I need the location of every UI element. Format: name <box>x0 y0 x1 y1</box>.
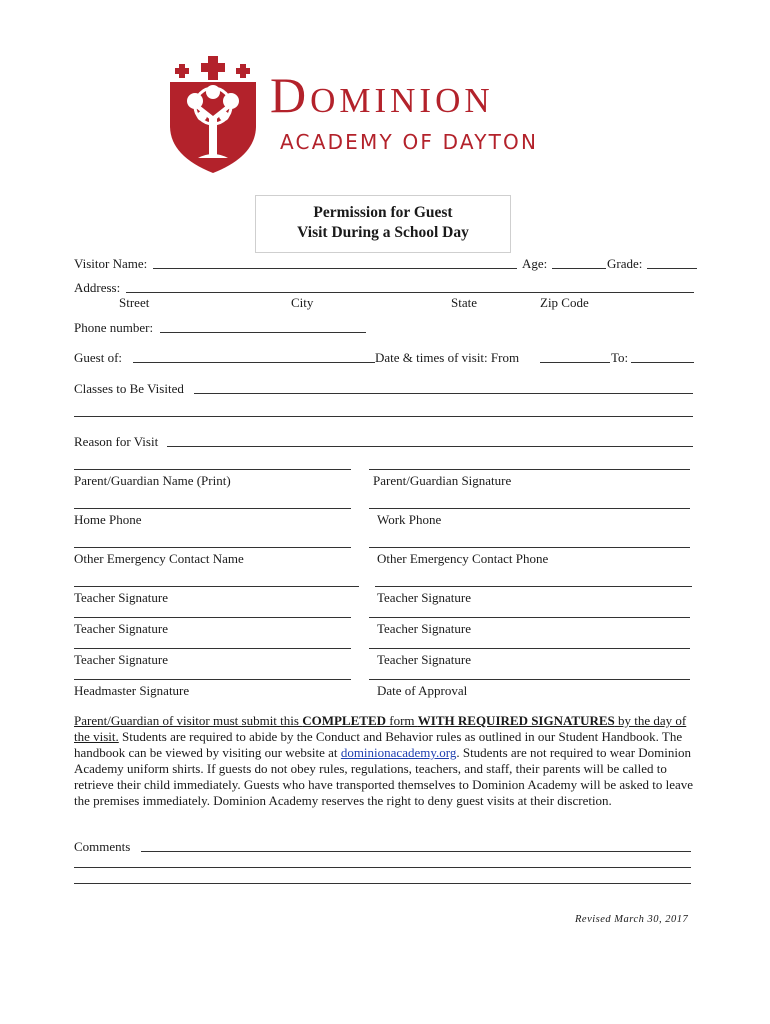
age-label: Age: <box>522 256 548 271</box>
teacher-signature-label: Teacher Signature <box>74 621 169 636</box>
grade-label: Grade: <box>607 256 643 271</box>
emergency-phone-label: Other Emergency Contact Phone <box>377 551 549 566</box>
visitor-name-line[interactable] <box>153 268 517 269</box>
phone-line[interactable] <box>160 332 366 333</box>
comments-line[interactable] <box>141 851 691 852</box>
reason-label: Reason for Visit <box>74 434 159 449</box>
comments-label: Comments <box>74 839 131 854</box>
classes-label: Classes to Be Visited <box>74 381 184 396</box>
phone-label: Phone number: <box>74 320 154 335</box>
notice-u3: by the day of the visit. <box>74 713 687 744</box>
form-title-line2: Visit During a School Day <box>297 224 469 241</box>
emergency-phone-line[interactable] <box>369 547 690 548</box>
address-line[interactable] <box>126 292 694 293</box>
grade-line[interactable] <box>647 268 697 269</box>
headmaster-signature-line[interactable] <box>74 679 351 680</box>
teacher-signature-line[interactable] <box>74 617 351 618</box>
emergency-name-label: Other Emergency Contact Name <box>74 551 244 566</box>
form-title-box <box>255 195 511 253</box>
visitor-name-label: Visitor Name: <box>74 256 148 271</box>
notice-paragraph <box>74 713 694 809</box>
reason-line[interactable] <box>167 446 693 447</box>
notice-u1: Parent/Guardian of visitor must submit this <box>74 713 303 728</box>
guest-of-label: Guest of: <box>74 350 123 365</box>
city-label: City <box>291 295 314 310</box>
date-to-line[interactable] <box>631 362 694 363</box>
approval-date-label: Date of Approval <box>377 683 468 698</box>
home-phone-label: Home Phone <box>74 512 142 527</box>
parent-signature-line[interactable] <box>369 469 690 470</box>
parent-signature-label: Parent/Guardian Signature <box>373 473 512 488</box>
teacher-signature-line[interactable] <box>375 586 692 587</box>
school-name-sub: ACADEMY OF DAYTON <box>280 130 539 154</box>
headmaster-signature-label: Headmaster Signature <box>74 683 190 698</box>
work-phone-label: Work Phone <box>377 512 442 527</box>
comments-line-2[interactable] <box>74 867 691 868</box>
date-from-line[interactable] <box>540 362 610 363</box>
date-times-label: Date & times of visit: From <box>375 350 520 365</box>
approval-date-line[interactable] <box>369 679 690 680</box>
parent-name-label: Parent/Guardian Name (Print) <box>74 473 231 488</box>
school-crest-icon <box>168 56 258 174</box>
notice-t1: Students are required to abide by the Conduct and Behavior rules as outlined in our Student Handbook. The handbook can be viewed by visiting our website at <box>74 729 683 760</box>
notice-u2: form <box>386 713 418 728</box>
classes-line[interactable] <box>194 393 693 394</box>
guest-of-line[interactable] <box>133 362 375 363</box>
teacher-signature-line[interactable] <box>369 617 690 618</box>
teacher-signature-label: Teacher Signature <box>377 590 472 605</box>
zip-label: Zip Code <box>540 295 589 310</box>
teacher-signature-label: Teacher Signature <box>377 652 472 667</box>
home-phone-line[interactable] <box>74 508 351 509</box>
teacher-signature-label: Teacher Signature <box>74 590 169 605</box>
classes-line-2[interactable] <box>74 416 693 417</box>
street-label: Street <box>119 295 150 310</box>
parent-name-line[interactable] <box>74 469 351 470</box>
form-title-line1: Permission for Guest <box>313 204 453 221</box>
website-link[interactable]: dominionacademy.org <box>340 745 457 760</box>
notice-b1: COMPLETED <box>302 713 387 728</box>
notice-t2: . Students are not required to wear Dominion Academy uniform shirts. If guests do not obey rules, regulations, teachers, and staff, their parents will be called to retrieve their child immediately. Guests who have transported themselves to Dominion Academy will be asked to leave the premises immediately. Dominion Academy reserves the right to deny guest visits at their discretion. <box>74 745 694 808</box>
teacher-signature-line[interactable] <box>369 648 690 649</box>
emergency-name-line[interactable] <box>74 547 351 548</box>
to-label: To: <box>611 350 629 365</box>
state-label: State <box>451 295 477 310</box>
address-label: Address: <box>74 280 121 295</box>
teacher-signature-label: Teacher Signature <box>377 621 472 636</box>
work-phone-line[interactable] <box>369 508 690 509</box>
revision-date: Revised March 30, 2017 <box>575 914 689 925</box>
teacher-signature-label: Teacher Signature <box>74 652 169 667</box>
teacher-signature-line[interactable] <box>74 586 359 587</box>
teacher-signature-line[interactable] <box>74 648 351 649</box>
school-name-main: Dominion <box>270 67 494 123</box>
notice-b2: WITH REQUIRED SIGNATURES <box>417 713 615 728</box>
age-line[interactable] <box>552 268 606 269</box>
comments-line-3[interactable] <box>74 883 691 884</box>
school-name <box>270 67 494 123</box>
